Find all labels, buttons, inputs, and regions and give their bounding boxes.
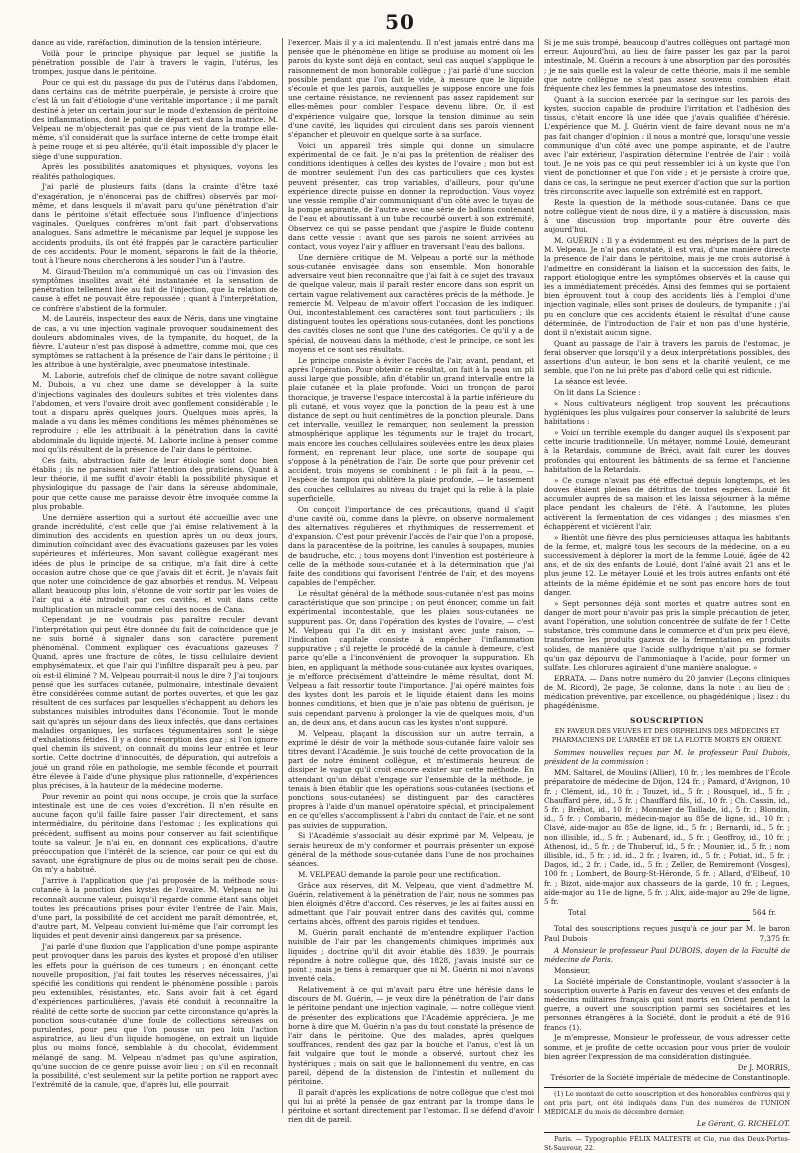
paragraph: On conçoit l'importance de ces précautions, quand il s'agit d'une cavité où, comme dans la plèvre, on observe normalement des alternatives régulières et rhythmiques de resserrement et d'expansion. C'est pour prévenir l'accès de l'air que l'on a proposé, dans la paracentèse de la poitrine, les canules à soupapes, munies de baudruche, etc. ; tous moyens dont l'invention est postérieure à celle de la méthode sous-cutanée et à la détermination que j'ai faite des conditions qui favorisent l'entrée de l'air, et des moyens capables de l'empêcher. xyxy=(288,504,534,588)
paragraph: Le principe consiste à éviter l'accès de l'air, avant, pendant, et après l'opération. Pour obtenir ce résultat, on fait à la peau un pli aussi large que possible, afin d'établir un grand intervalle entre la plaie cutanée et la plaie profonde. Voici un tronçon de paroi thoracique, je traverse l'espace intercostal à la partie inférieure du pli cutané, et vous voyez que la ponction de la peau est à une distance de sept ou huit centimètres de la ponction pleurale. Dans cet intervalle, veuillez le remarquer, non seulement la pression atmosphérique applique les téguments sur le trajet du trocart, mais encore les couches cellulaires soulevées entre les deux plaies forment, en reprenant leur place, une sorte de soupape qui s'oppose à la pénétration de l'air. De sorte que pour prévenir cet accident, trois moyens se combinent : le pli fait à la peau, — l'espèce de tampon qui oblitère la plaie profonde, — le tassement des couches cellulaires au niveau du trajet qui la relie à la plaie superficielle. xyxy=(288,355,534,503)
paragraph: M. VELPEAU demande la parole pour une rectification. xyxy=(298,869,501,879)
subscription-heading: SOUSCRIPTION xyxy=(630,715,704,725)
paragraph: Après les possibilités anatomiques et physiques, voyons les réalités pathologiques. xyxy=(32,162,278,181)
column-3 xyxy=(544,38,791,1153)
paragraph: J'ai parlé d'une fluxion que l'application d'une pompe aspirante peut provoquer dans les parois des kystes et proposé d'en utiliser les effets pour la guérison de ces tumeurs ; en énonçant cette nouvelle proposition, j'ai fait toutes les réserves nécessaires, j'ai spécifié les conditions qui rendent le phénomène possible : parois peu extensibles, résistantes, etc. Sans avoir fait à cet égard d'expériences particulières, j'avais été conduit à reconnaître la réalité de cette sorte de succion par cette circonstance qu'après la ponction sous-cutanée d'une foule de collections séreuses ou purulentes, pour peu que l'on pousse un peu loin l'action aspiratrice, au lieu d'un liquide homogène, on extrait un liquide plus ou moins foncé, semblable à du chocolat, évidemment mélangé de sang. M. Velpeau n'admet pas qu'une aspiration, qu'une succion de ce genre puisse avoir lieu ; on s'il en reconnaît la possibilité, c'est seulement sur la petite portion ne rapport avec l'extrémité de la canule, que, d'après lui, elle pourrait xyxy=(32,942,278,1090)
column-rule xyxy=(538,38,539,1113)
paragraph: On lit dans La Science : xyxy=(554,388,641,398)
page-number: 50 xyxy=(385,10,415,34)
paragraph: ERRATA. — Dans notre numéro du 20 janvier (Leçons cliniques de M. Ricord), 2e page, 3e colonne, dans la note : au lieu de : médication préventive, par excellence, ou phagédénique ; lisez : du phagédénisme. xyxy=(544,673,790,711)
letter-salutation: Monsieur, xyxy=(554,965,591,975)
paragraph: Si je me suis trompé, beaucoup d'autres collègues ont partagé mon erreur. Aujourd'hui, au lieu de faire passer les gaz par la paroi intestinale, M. Guérin a recours à une absorption par des porosités ; je ne sais quelle est la valeur de cette théorie, mais il me semble que notre collègue ne s'est pas assez souvenu combien était fréquente chez les femmes la pneumatose des intestins. xyxy=(544,38,790,94)
paragraph: » Ce curage n'avait pas été effectué depuis longtemps, et les douves étaient pleines de détritus de toutes espèces. Louié fit accumuler auprès de sa maison et les laissa séjourner à la même place pendant les chaleurs de l'été. A l'automne, les pluies activèrent la fermentation de ces vidanges ; des miasmes s'en échappèrent et vicièrent l'air. xyxy=(544,475,790,531)
paragraph: l'exercer. Mais il y a ici malentendu. Il n'est jamais entré dans ma pensée que le phénomène en litige se produise au moment où les parois du kyste sont déjà en contact, seul cas auquel s'applique le raisonnement de mon honorable collègue ; j'ai parlé d'une succion possible pendant que l'on fait le vide, à mesure que le liquide s'écoule et que les parois, auxquelles je suppose encore une fois une certaine résistance, ne reviennent pas assez rapidement sur elles-mêmes pour combler l'espace devenu libre. Or, il est d'expérience vulgaire que, lorsque la tension diminue au sein d'une cavité, les liquides qui circulent dans ses parois viennent s'épancher et pleuvoir en quelque sorte à sa surface. xyxy=(288,38,534,140)
gerant-line: Le Gérant, G. RICHELOT. xyxy=(696,1118,790,1128)
letter-signature-title: Trésorier de la Société impériale de médecine de Constantinople. xyxy=(550,1073,790,1083)
letter-signature: Dr J. MORRIS, xyxy=(737,1062,790,1072)
paragraph: Une dernière critique de M. Velpeau a porté sur la méthode sous-cutanée envisagée dans son ensemble. Mon honorable adversaire veut bien reconnaître que j'ai fait à ce sujet des travaux de quelque valeur, mais il paraît rester encore dans son esprit un certain vague relativement aux caractères précis de la méthode. Je remercie M. Velpeau de m'avoir offert l'occasion de les indiquer. Oui, incontestablement ces caractères sont tout particuliers ; ils distinguent toutes les opérations sous-cutanées, dont les ponctions des cavités closes ne sont que l'une des catégories. Ce qu'il y a de spécial, de nouveau dans la méthode, c'est le principe, ce sont les moyens et ce sont ses résultats. xyxy=(288,252,534,354)
paragraph: Il paraît d'après les explications de notre collègue que c'est moi qui lui ai prêté la pensée de gaz entrant par la trompe dans le péritoine et sortant directement par l'estomac. Il se défend d'avoir rien dit de pareil. xyxy=(288,1087,534,1125)
paragraph: Ces faits, abstraction faite de leur étiologie sont donc bien établis ; ils ne paraissent nier l'attention des praticiens. Quant à leur théorie, il me suffit d'avoir établi la possibilité physique et physiologique du passage de l'air dans la séreuse abdominale, pour que cette cause me paraisse devoir être invoquée comme la plus probable. xyxy=(32,455,278,511)
paragraph: M. Laborie, autrefois chef de clinique de notre savant collègue M. Dubois, a vu chez une dame se développer à la suite d'injections vaginales des douleurs subites et très violentes dans l'abdomen, et vers l'ovaire droit avec gonflement considérable ; le tout a disparu après quelques jours. Quelques mois après, la malade a vu dans les mêmes conditions les mêmes phénomènes se reproduire ; elle les attribuait à la pénétration dans la cavité abdominale du liquide injecté. M. Laborie incline à penser comme moi qu'ils résultent de la présence de l'air dans le péritoine. xyxy=(32,371,278,454)
paragraph: Grâce aux réserves, dit M. Velpeau, que vient d'admettre M. Guérin, relativement à la pénétration de l'air, nous ne sommes pas bien éloignés d'être d'accord. Ces réserves, je les ai faites aussi en admettant que l'air pouvait entrer dans des cavités qui, comme certains abcès, offrent des parois rigides et tendues. xyxy=(288,880,534,927)
paragraph: Voici un appareil très simple qui donne un simulacre expérimental de ce fait. Je n'ai pas la prétention de réaliser des conditions identiques à celles des kystes de l'ovaire ; mon but est de montrer seulement l'un des cas particuliers que ces kystes peuvent présenter, cas trop variables, d'ailleurs, pour qu'une expérience directe puisse en donner la reproduction. Vous voyez une vessie remplie d'air communiquant d'un côté avec le tuyau de la pompe aspirante, de l'autre avec une série de ballons contenant de l'eau et aboutissant à un tube recourbé ouvert à son extrémité. Observez ce qui se passe pendant que j'aspire le fluide contenu dans cette vessie : avant que ses parois ne soient arrivées au contact, vous voyez l'air y affluer en traversant l'eau des ballons. xyxy=(288,140,534,252)
paragraph: M. GUÉRIN : Il y a évidemment eu des méprises de la part de M. Velpeau. Je n'ai pas constaté, il est vrai, d'une manière directe la présence de l'air dans le péritoine, mais je me crois autorisé à l'admettre en considérant la liaison et la succession des faits, le rapport étiologique entre les symptômes observés et la cause qui les a immédiatement précédés. Ainsi des femmes qui se portaient bien éprouvent tout à coup des accidents liés à l'emploi d'une injection vaginale, elles sont prises de douleurs, de tympanite ; j'ai pu en conclure que ces accidents étaient le résultat d'une cause déterminée, de l'introduction de l'air et non pas d'une hystérie, dont il n'existait aucun signe. xyxy=(544,236,790,338)
paragraph: » Sept personnes déjà sont mortes et quatre autres sont en danger de mort pour n'avoir pas pris la simple précaution de jeter, avant l'opération, une solution concentrée de sulfate de fer ! Cette substance, très commune dans le commerce et d'un prix peu élevé, transforme les produits gazeux de la fermentation en produits solides, de manière que l'acide sulfhydrique n'ait pu se former qu'un gaz dépourvu de l'ammoniaque à l'acide, pour former un sulfate. Les chlorures agiraient d'une manière analogue. » xyxy=(544,598,790,672)
paragraph: » Voici un terrible exemple du danger auquel ils s'exposent par cette incurie traditionnelle. Un métayer, nommé Louié, demeurant à la Retardais, commune de Bréci, avait fait curer les douves profondes qui entourent les bâtiments de sa ferme et l'ancienne habitation de la Retardais. xyxy=(544,428,790,474)
paragraph: M. Velpeau, plaçant la discussion sur un autre terrain, a exprimé le désir de voir la méthode sous-cutanée faire valoir ses titres devant l'Académie. Je suis touché de cette provocation de la part de notre éminent collègue, et m'estimerais heureux de dissiper le vague qu'il croit encore exister sur cette méthode. En attendant qu'un débat s'engage sur l'ensemble de la méthode, je tenais à bien établir que les opérations sous-cutanées (sections et ponctions sous-cutanées) se distinguent par des caractères propres à l'aide d'un manuel opératoire spécial, et principalement en ce qu'elles s'accomplissent à l'abri du contact de l'air, et ne sont pas suivies de suppuration. xyxy=(288,728,534,830)
divider xyxy=(674,920,750,921)
paragraph: Relativement à ce qui m'avait paru être une hérésie dans le discours de M. Guérin, — je veux dire la pénétration de l'air dans le péritoine pendant une injection vaginale, — notre collègue vient de présenter des explications que l'Académie appréciera. Je me borne à dire que M. Guérin n'a pas du tout constaté la présence de l'air dans le péritoine. Que des malades, après quelques souffrances, rendent des gaz par la bouche et l'anus, c'est là un fait vulgaire que tout le monde a observé, surtout chez les hystériques ; mais on sait que le ballonnement du ventre, en cas pareil, dépend de la distension de l'intestin et nullement du péritoine. xyxy=(288,985,534,1087)
letter-closing: Je m'empresse, Monsieur le professeur, de vous adresser cette somme, et je profite de cette occasion pour vous prier de vouloir bien agréer l'expression de ma considération distinguée. xyxy=(544,1033,790,1061)
column-rule xyxy=(282,38,283,1113)
previous-value: 7,375 fr. xyxy=(759,933,790,943)
printer-line: Paris. — Typographie FÉLIX MALTESTE et Cie, rue des Deux-Portes-St-Sauveur, 22. xyxy=(544,1135,790,1153)
paragraph: J'arrive à l'application que j'ai proposée de la méthode sous-cutanée à la ponction des kystes de l'ovaire. M. Velpeau ne lui reconnaît aucune valeur, puisqu'il regarde comme étant sans objet toutes les précautions prises pour éviter l'entrée de l'air. Mais, d'une part, la possibilité de cet accident me paraît démontrée, et, d'autre part, M. Velpeau convient lui-même que l'air corrompt les liquides et peut devenir ainsi dangereux par sa présence. xyxy=(32,876,278,941)
paragraph: Pour revenir au point qui nous occupe, je crois que la surface intestinale est une de ces voies d'excrétion. Il n'en résulte en aucune façon qu'il faille faire passer l'air directement, et sans intermédiaire, du péritoine dans l'estomac ; les explications qui précèdent, suffisent au moins pour conserver au fait scientifique toute sa valeur. Je n'ai eu, en donnant ces explications, d'autre préoccupation que l'intérêt de la science, car pour ce qui est du savant, une égratignure de plus ou de moins serait peu de chose. On m'y a habitué. xyxy=(32,791,278,875)
paragraph: Cependant je ne voudrais pas paraître reculer devant l'interprétation qui peut être donnée du fait de coïncidence que je ne suis borné à signaler dans son caractère purement phénoménal. Comment expliquer ces évacuations gazeuses ? Quand, après une fracture de côtes, le tissu cellulaire devient emphysémateux, et que l'air qui l'infiltre disparaît peu à peu, par où est-il éliminé ? M. Velpeau pourrait-il nous le dire ? J'ai toujours pensé que les surfaces cutanée, pulmonaire, intestinale devaient être considérées comme autant de portes ouvertes, et que les gaz résultent de ces surfaces par lesquelles s'échappent au dehors les substances nuisibles introduites dans l'économie. Tout le monde sait qu'après un séjour dans des lieux infectés, que dans certaines maladies organiques, les surfaces tégumentaires sont le siège d'exhalations fétides. Il y a donc résorption des gaz ; si l'on ignore quel chemin ils suivent, on connaît du moins leur entrée et leur sortie. Cette doctrine d'innocuités, de dépuration, qui autrefois a joué un grand rôle en pathologie, me semble féconde et pourrait être élevée à l'aide d'une physique plus rationnelle, d'expériences plus précises, à la hauteur de la médecine moderne. xyxy=(32,615,278,790)
paragraph: Le résultat général de la méthode sous-cutanée n'est pas moins caractéristique que son principe ; on peut énoncer, comme un fait expérimental incontestable, que les plaies sous-cutanées ne suppurent pas. Or, dans l'opération des kystes de l'ovaire, — c'est M. Velpeau qui l'a dit en y insistant avec juste raison, — l'indication capitale consiste à empêcher l'inflammation suppurative ; s'il rejette le procédé de la canule à demeure, c'est parce qu'elle a l'inconvénient de provoquer la suppuration. Eh bien, en appliquant la méthode sous-cutanée aux kystes ovariques, je m'efforce précisément d'atteindre le même résultat, dont M. Velpeau a fait ressortir toute l'importance. J'ai opéré maintes fois des kystes dont les parois et le liquide étaient dans les moins bonnes conditions, et bien que je n'aie pas obtenu de guérison, je suis cependant parvenu à prolonger la vie de quelques mois, d'un an, de deux ans, et dans aucun cas les kystes n'ont suppuré. xyxy=(288,588,534,727)
previous-label: Total des souscriptions reçues jusqu'à ce jour par M. le baron Paul Dubois xyxy=(544,924,790,943)
subscription-subheading: EN FAVEUR DES VEUVES ET DES ORPHELINS DES MÉDECINS ET PHARMACIENS DE L'ARMÉE ET DE LA FLOTTE MORTS EN ORIENT. xyxy=(551,726,783,744)
subscription-list: MM. Saltarel, de Moulins (Allier), 10 fr. ; les membres de l'École préparatoire de médecine de Dijon, 124 fr. ; Pamard, d'Avignon, 10 fr. ; Clément, id., 10 fr. ; Touzet, id., 5 fr. ; Rousquel, id., 5 fr. ; Chauffard père, id., 5 fr. ; Chauffard fils, id., 10 fr. ; Ch. Cassin, id., 5 fr. ; Bréhot, id., 10 fr. ; Monnier de Taillade, id., 5 fr. ; Blondin, id., 5 fr. ; Combarin, médecin-major au 85e de ligne, id., 10 fr. ; Clavé, aide-major au 85e de ligne, id., 5 fr. ; Bernardi, id., 5 fr. ; non illisible, id., 5 fr. ; Aubenard, id., 5 fr. ; Geoffroy, id., 10 fr. ; Athenosi, id., 5 fr. ; de Thuberuf, id., 5 fr. ; Mounier, id., 5 fr. ; nom illisible, id., 5 fr. ; id. id., 2 fr. ; Ivaren, id., 5 fr. ; Potiat, id., 5 fr. ; Dagos, id., 2 fr. ; Cade, id., 5 fr. ; Zeller, de Remiremont (Vosges), 100 fr. ; Lombert, de Bourg-St-Héronde, 5 fr. ; Allard, d'Elbeuf, 10 fr. ; Bizot, aide-major aux chasseurs de la garde, 10 fr. ; Legues, aide-major au 11e de ligne, 5 fr. ; Alix, aide-major au 29e de ligne, 5 fr. xyxy=(544,768,790,906)
paragraph: « Nous cultivateurs négligent trop souvent les précautions hygiéniques les plus vulgaires pour conserver la salubrité de leurs habitations : xyxy=(544,398,790,427)
paragraph: M. de Lauréis, inspecteur des eaux de Néris, dans une vingtaine de cas, a vu une injection vaginale provoquer soudainement des douleurs abdominales vives, de la tympanite, du hoquet, de la fièvre. L'auteur n'est pas disposé à admettre, comme moi, que ces symptômes se rattachent à la présence de l'air dans le péritoine ; il les attribue à une hystéralgie, avec pneumatose intestinale. xyxy=(32,314,278,370)
letter-body: La Société impériale de Constantinople, voulant s'associer à la souscription ouverte à Paris en faveur des veuves et des enfants de médecins militaires français qui sont morts en Orient pendant la guerre, a ouvert une souscription parmi ses sociétaires et les personnes étrangères à la Société, dont le produit a été de 916 francs (1). xyxy=(544,976,790,1032)
letter-address: A Monsieur le professeur Paul DUBOIS, doyen de la Faculté de médecine de Paris. xyxy=(544,945,790,965)
column-2 xyxy=(288,38,534,1125)
paragraph: Si l'Académie s'associait au désir exprimé par M. Velpeau, je serais heureux de m'y conformer et pourrais présenter un exposé général de la méthode sous-cutanée dans l'une de nos prochaines séances. xyxy=(288,831,534,869)
letter-footnote: (1) Le montant de cette souscription et des honorables confrères qui y ont pris part, ont été indiqués dans l'un des numéros de l'UNION MÉDICALE du mois de décembre dernier. xyxy=(544,1089,791,1117)
subscription-intro: Sommes nouvelles reçues par M. le professeur Paul Dubois, président de la commission : xyxy=(544,748,790,767)
paragraph: » Bientôt une fièvre des plus pernicieuses attaqua les habitants de la ferme, et, malgré tous les secours de la médecine, on a eu successivement à déplorer la mort de la femme Louié, âgée de 42 ans, et de six des enfants de Louié, dont l'aîné avait 21 ans et le plus jeune 12. Le métayer Louié et les trois autres enfants ont été atteints de la même épidémie et ne sont pas encore hors de tout danger. xyxy=(544,532,790,597)
subscription-total xyxy=(544,908,790,917)
paragraph: Quant au passage de l'air à travers les parois de l'estomac, je ferai observer que lorsqu'il y a deux interprétations possibles, des assertions d'un auteur, le bon sens et la charité veulent, ce me semble, que l'on ne lui prête pas d'abord celle qui est ridicule. xyxy=(544,338,790,376)
divider xyxy=(544,1132,790,1133)
paragraph: dance au vide, raréfaction, diminution de la tension intérieure. xyxy=(32,38,262,47)
paragraph: Quant à la succion exercée par la seringue sur les parois des kystes, succion capable de produire l'irritation et l'adhésion des tissus, c'était encore là une idée que j'avais qualifiée d'hérésie. L'expérience que M. J. Guérin vient de faire devant nous ne m'a pas fait changer d'opinion : il nous a montré que, lorsqu'une vessie communique d'un côté avec une pompe aspirante, et de l'autre avec l'air extérieur, l'aspiration détermine l'entrée de l'air : voilà tout. Je ne vois pas ce qui peut ressembler ici à un kyste que l'on vient de ponctionner et que l'on vide ; et je persiste à croire que, dans ce cas, la seringue ne peut exercer d'action que sur la portion très circonscrite avec laquelle son extrémité est en rapport. xyxy=(544,94,790,196)
paragraph: M. Giraud-Theulon m'a communiqué un cas où l'invasion des symptômes insolites avait été instantanée et la sensation de pénétration tellement liée au fait de l'injection, que la relation de cause à effet ne pouvait être repoussée ; quant à l'interprétation, ce confrère s'abstient de la formuler. xyxy=(32,266,278,313)
paragraph: J'ai parlé de plusieurs faits (dans la crainte d'être taxé d'exagération, je n'énoncerai pas de chiffres) observés par moi-même, et dans lesquels il m'avait paru qu'une pénétration d'air dans le péritoine s'était effectuée sous l'influence d'injections vaginales. Quelques confrères m'ont fait part d'observations analogues. Sans admettre le mécanisme par lequel je suppose les accidents produits, ils ont été frappés par le caractère particulier de ces accidents. Pour le moment, séparons le fait de la théorie, tout à l'heure nous chercherons à les souder l'un à l'autre. xyxy=(32,182,278,266)
subscription-previous-total xyxy=(544,924,790,942)
paragraph: Une dernière assertion qui a surtout été accueillie avec une grande incrédulité, c'est celle que j'ai émise relativement à la diminution des accidents en question après un ou deux jours, diminution coïncidant avec des évacuations gazeuses par les voies supérieures et inférieures. Mon savant collègue exagérant mes idées de plus le principe de sa critique, m'a fait dire à cette occasion autre chose que ce que j'avais dit et écrit. Je n'avais fait que noter une coïncidence de gaz absorbés et rendus. M. Velpeau allant beaucoup plus loin, s'étonne de voir sortir par les voies de l'air qui a été introduit par ces cavités, et voit dans cette multiplication un miracle comme celui des noces de Cana. xyxy=(32,512,278,614)
divider xyxy=(544,1087,790,1088)
total-label: Total xyxy=(568,908,587,918)
paragraph: La séance est levée. xyxy=(554,377,628,387)
column-1 xyxy=(32,38,278,1113)
paragraph: M. Guérin paraît enchanté de m'entendre expliquer l'action nuisible de l'air par les changements chimiques imprimés aux liquides ; doctrine qu'il dit avoir établie dès 1839. Je pourrais répondre à notre collègue que, dès 1828, j'avais insisté sur ce point ; mais je tiens à remarquer que ni M. Guérin ni moi n'avons inventé cela. xyxy=(288,928,534,984)
total-value: 564 fr. xyxy=(752,908,776,918)
paragraph: Reste la question de la méthode sous-cutanée. Dans ce que notre collègue vient de nous dire, il y a matière à discussion, mais à une discussion trop importante pour être ouverte dès aujourd'hui. xyxy=(544,197,790,235)
paragraph: Voilà pour le principe physique par lequel se justifie la pénétration possible de l'air à travers le vagin, l'utérus, les trompes, jusque dans le péritoine. xyxy=(32,48,278,77)
paragraph: Pour ce qui est du passage du pus de l'utérus dans l'abdomen, dans certains cas de métrite puerpérale, je persiste à croire que c'est là un fait d'étiologie d'une véritable importance ; il me paraît destiné à jeter un certain jour sur le mode d'extension de péritoine des inflammations, dont le point de départ est dans la matrice. M. Velpeau ne m'objecterait pas que ce pus vient de la trompe elle-même, s'il considérait que la surface interne de cette trompe était à peine rouge et si peu altérée, qu'il était impossible d'y placer le siège d'une suppuration. xyxy=(32,78,278,161)
